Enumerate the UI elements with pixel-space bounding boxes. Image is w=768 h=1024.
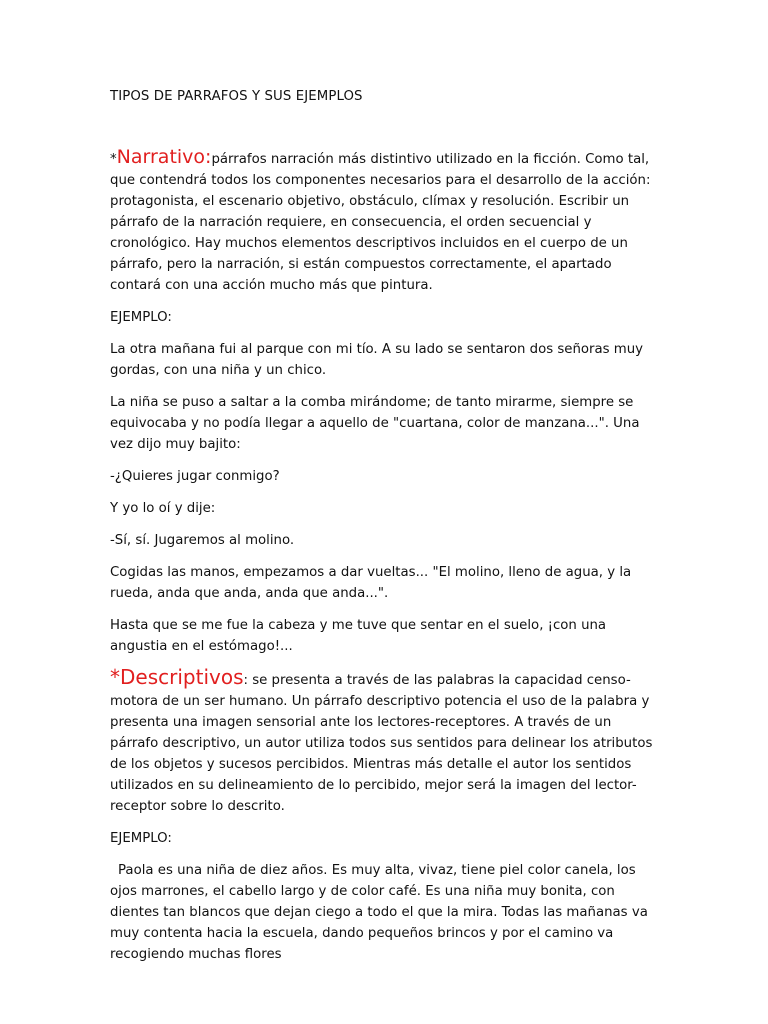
- descriptivos-example-text: Paola es una niña de diez años. Es muy alta, vivaz, tiene piel color canela, los ojos marrones, el cabello largo y de color café. Es una niña muy bonita, con dientes tan blancos que dejan ciego a todo el que la mira. Todas las mañanas va muy contenta hacia la escuela, dando pequeños brincos y por el camino va recogiendo muchas flores: [110, 863, 648, 962]
- narrativo-star: *: [110, 152, 117, 167]
- narrativo-example-paragraph-1: La otra mañana fui al parque con mi tío. A su lado se sentaron dos señoras muy gordas, con una niña y un chico.: [110, 342, 644, 378]
- descriptivos-intro-text: : se presenta a través de las palabras la capacidad censo-motora de un ser humano. Un párrafo descriptivo potencia el uso de la palabra y presenta una imagen sensorial ante los lectores-receptores. A través de un párrafo descriptivo, un autor utiliza todos sus sentidos para delinear los atributos de los objetos y sucesos percibidos. Mientras más detalle el autor los sentidos utilizados en su delineamiento de lo percibido, mejor será la imagen del lector-receptor sobre lo descrito.: [110, 673, 653, 814]
- narrativo-intro-paragraph: [110, 148, 662, 296]
- descriptivos-example-label: EJEMPLO:: [110, 831, 172, 846]
- narrativo-example-paragraph-4: Y yo lo oí y dije:: [110, 501, 216, 516]
- narrativo-example-paragraph-3: -¿Quieres jugar conmigo?: [110, 469, 280, 484]
- narrativo-example-paragraph-2: La niña se puso a saltar a la comba mirándome; de tanto mirarme, siempre se equivocaba y no podía llegar a aquello de "cuartana, color de manzana...". Una vez dijo muy bajito:: [110, 395, 640, 452]
- narrativo-intro-text: párrafos narración más distintivo utilizado en la ficción. Como tal, que contendrá todos los componentes necesarios para el desarrollo de la acción: protagonista, el escenario objetivo, obstáculo, clímax y resolución. Escribir un párrafo de la narración requiere, en consecuencia, el orden secuencial y cronológico. Hay muchos elementos descriptivos incluidos en el cuerpo de un párrafo, pero la narración, si están compuestos correctamente, el apartado contará con una acción mucho más que pintura.: [110, 152, 651, 293]
- document-body: [110, 86, 662, 976]
- descriptivos-heading: *Descriptivos: [110, 665, 244, 689]
- document-title: TIPOS DE PARRAFOS Y SUS EJEMPLOS: [110, 89, 363, 104]
- narrativo-example-paragraph-6: Cogidas las manos, empezamos a dar vueltas... "El molino, lleno de agua, y la rueda, anda que anda, anda que anda...".: [110, 565, 632, 601]
- narrativo-heading: Narrativo:: [116, 146, 212, 168]
- descriptivos-example-paragraph-1: [110, 860, 662, 965]
- narrativo-example-paragraph-7: Hasta que se me fue la cabeza y me tuve que sentar en el suelo, ¡con una angustia en el estómago!...: [110, 618, 607, 654]
- narrativo-example-paragraph-5: -Sí, sí. Jugaremos al molino.: [110, 533, 295, 548]
- narrativo-example-label: EJEMPLO:: [110, 310, 172, 325]
- descriptivos-intro-paragraph: [110, 665, 662, 817]
